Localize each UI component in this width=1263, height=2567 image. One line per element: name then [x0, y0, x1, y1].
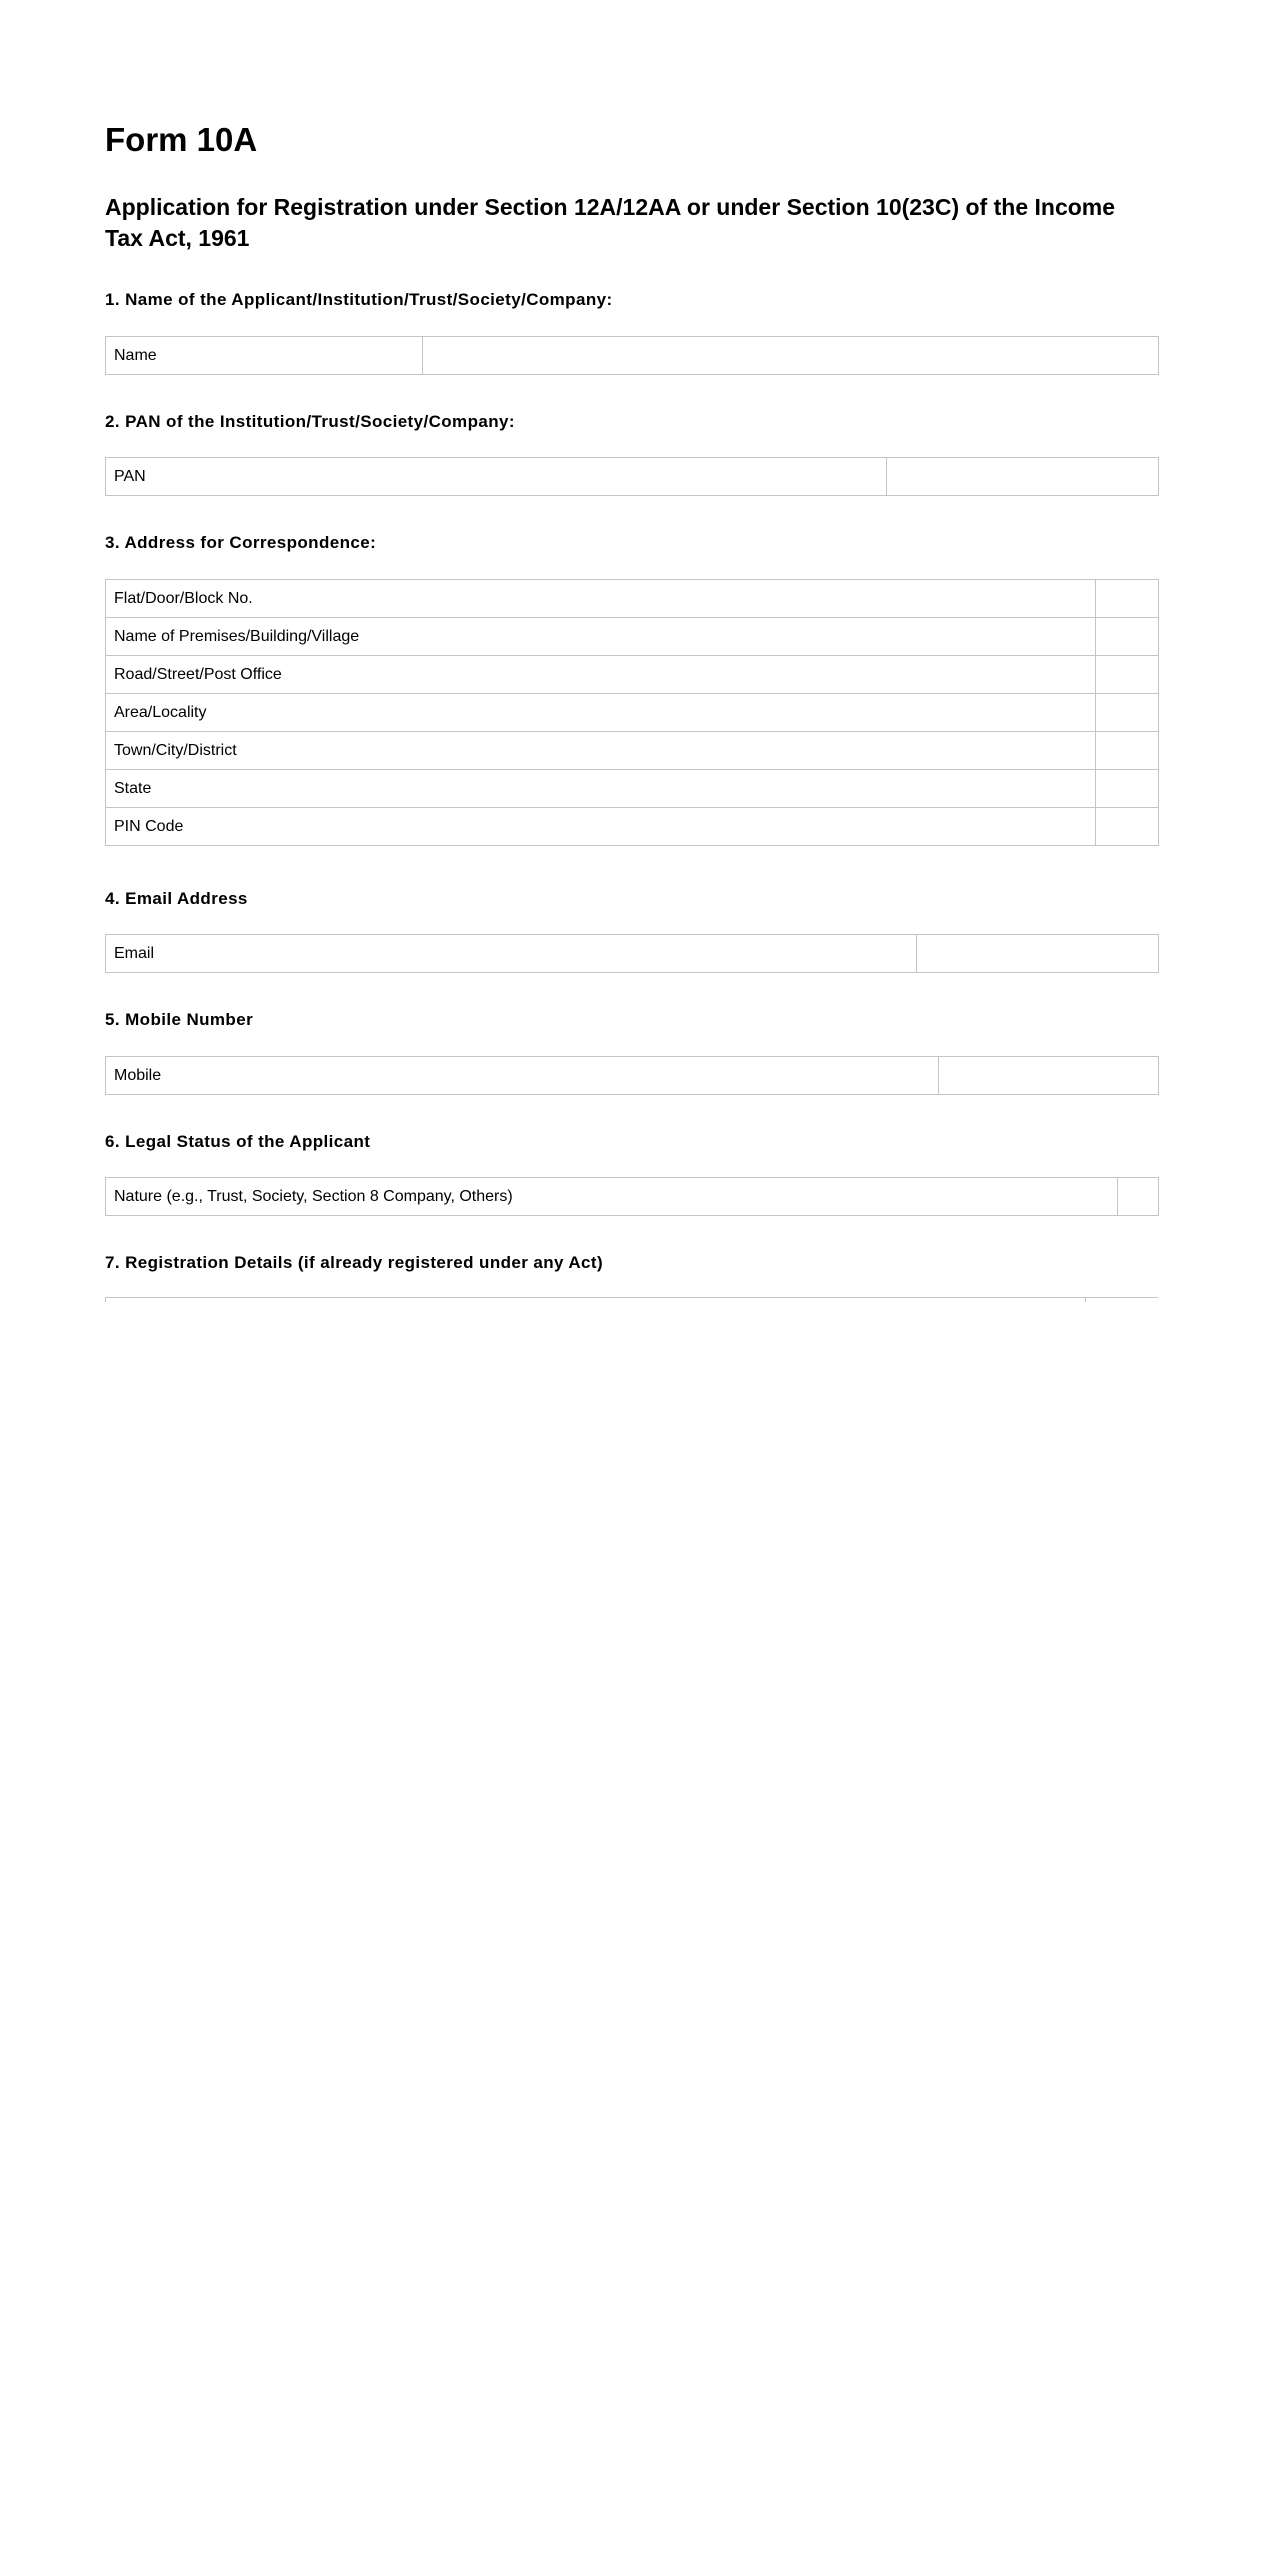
table-row	[106, 1298, 1159, 1303]
table-row	[106, 1057, 1159, 1095]
pin-code-input[interactable]	[1096, 808, 1159, 846]
table-row	[106, 732, 1159, 770]
registration-label	[106, 1298, 1086, 1303]
town-city-district-label: Town/City/District	[106, 732, 1096, 770]
pan-input[interactable]	[887, 458, 1159, 496]
section-7-heading: 7. Registration Details (if already registered under any Act)	[105, 1253, 604, 1272]
registration-table-clip	[105, 1297, 1158, 1302]
table-row	[106, 458, 1159, 496]
road-street-post-office-label: Road/Street/Post Office	[106, 656, 1096, 694]
mobile-input[interactable]	[939, 1057, 1159, 1095]
address-table	[105, 579, 1159, 846]
section-1-heading: 1. Name of the Applicant/Institution/Trust/Society/Company:	[105, 290, 613, 309]
legal-status-label: Nature (e.g., Trust, Society, Section 8 Company, Others)	[106, 1178, 1118, 1216]
mobile-label: Mobile	[106, 1057, 939, 1095]
town-city-district-input[interactable]	[1096, 732, 1159, 770]
section-5-heading: 5. Mobile Number	[105, 1010, 254, 1029]
email-label: Email	[106, 935, 917, 973]
mobile-table	[105, 1056, 1159, 1095]
state-input[interactable]	[1096, 770, 1159, 808]
table-row	[106, 580, 1159, 618]
registration-input[interactable]	[1086, 1298, 1159, 1303]
legal-status-table	[105, 1177, 1159, 1216]
area-locality-input[interactable]	[1096, 694, 1159, 732]
state-label: State	[106, 770, 1096, 808]
road-street-post-office-input[interactable]	[1096, 656, 1159, 694]
table-row	[106, 694, 1159, 732]
table-row	[106, 337, 1159, 375]
flat-door-block-input[interactable]	[1096, 580, 1159, 618]
form-subtitle: Application for Registration under Section 12A/12AA or under Section 10(23C) of the Income Tax Act, 1961	[105, 194, 1116, 251]
pan-label: PAN	[106, 458, 887, 496]
section-6-heading: 6. Legal Status of the Applicant	[105, 1132, 371, 1151]
name-label: Name	[106, 337, 423, 375]
section-4-heading: 4. Email Address	[105, 889, 248, 908]
premises-building-village-input[interactable]	[1096, 618, 1159, 656]
table-row	[106, 618, 1159, 656]
pan-table	[105, 457, 1159, 496]
section-2-heading: 2. PAN of the Institution/Trust/Society/Company:	[105, 412, 515, 431]
premises-building-village-label: Name of Premises/Building/Village	[106, 618, 1096, 656]
name-input[interactable]	[423, 337, 1159, 375]
table-row	[106, 656, 1159, 694]
section-3-heading: 3. Address for Correspondence:	[105, 533, 377, 552]
area-locality-label: Area/Locality	[106, 694, 1096, 732]
name-table	[105, 336, 1159, 375]
flat-door-block-label: Flat/Door/Block No.	[106, 580, 1096, 618]
legal-status-input[interactable]	[1118, 1178, 1159, 1216]
table-row	[106, 1178, 1159, 1216]
table-row	[106, 935, 1159, 973]
table-row	[106, 808, 1159, 846]
pin-code-label: PIN Code	[106, 808, 1096, 846]
email-input[interactable]	[917, 935, 1159, 973]
form-title: Form 10A	[105, 121, 258, 158]
email-table	[105, 934, 1159, 973]
registration-table	[105, 1297, 1158, 1302]
table-row	[106, 770, 1159, 808]
